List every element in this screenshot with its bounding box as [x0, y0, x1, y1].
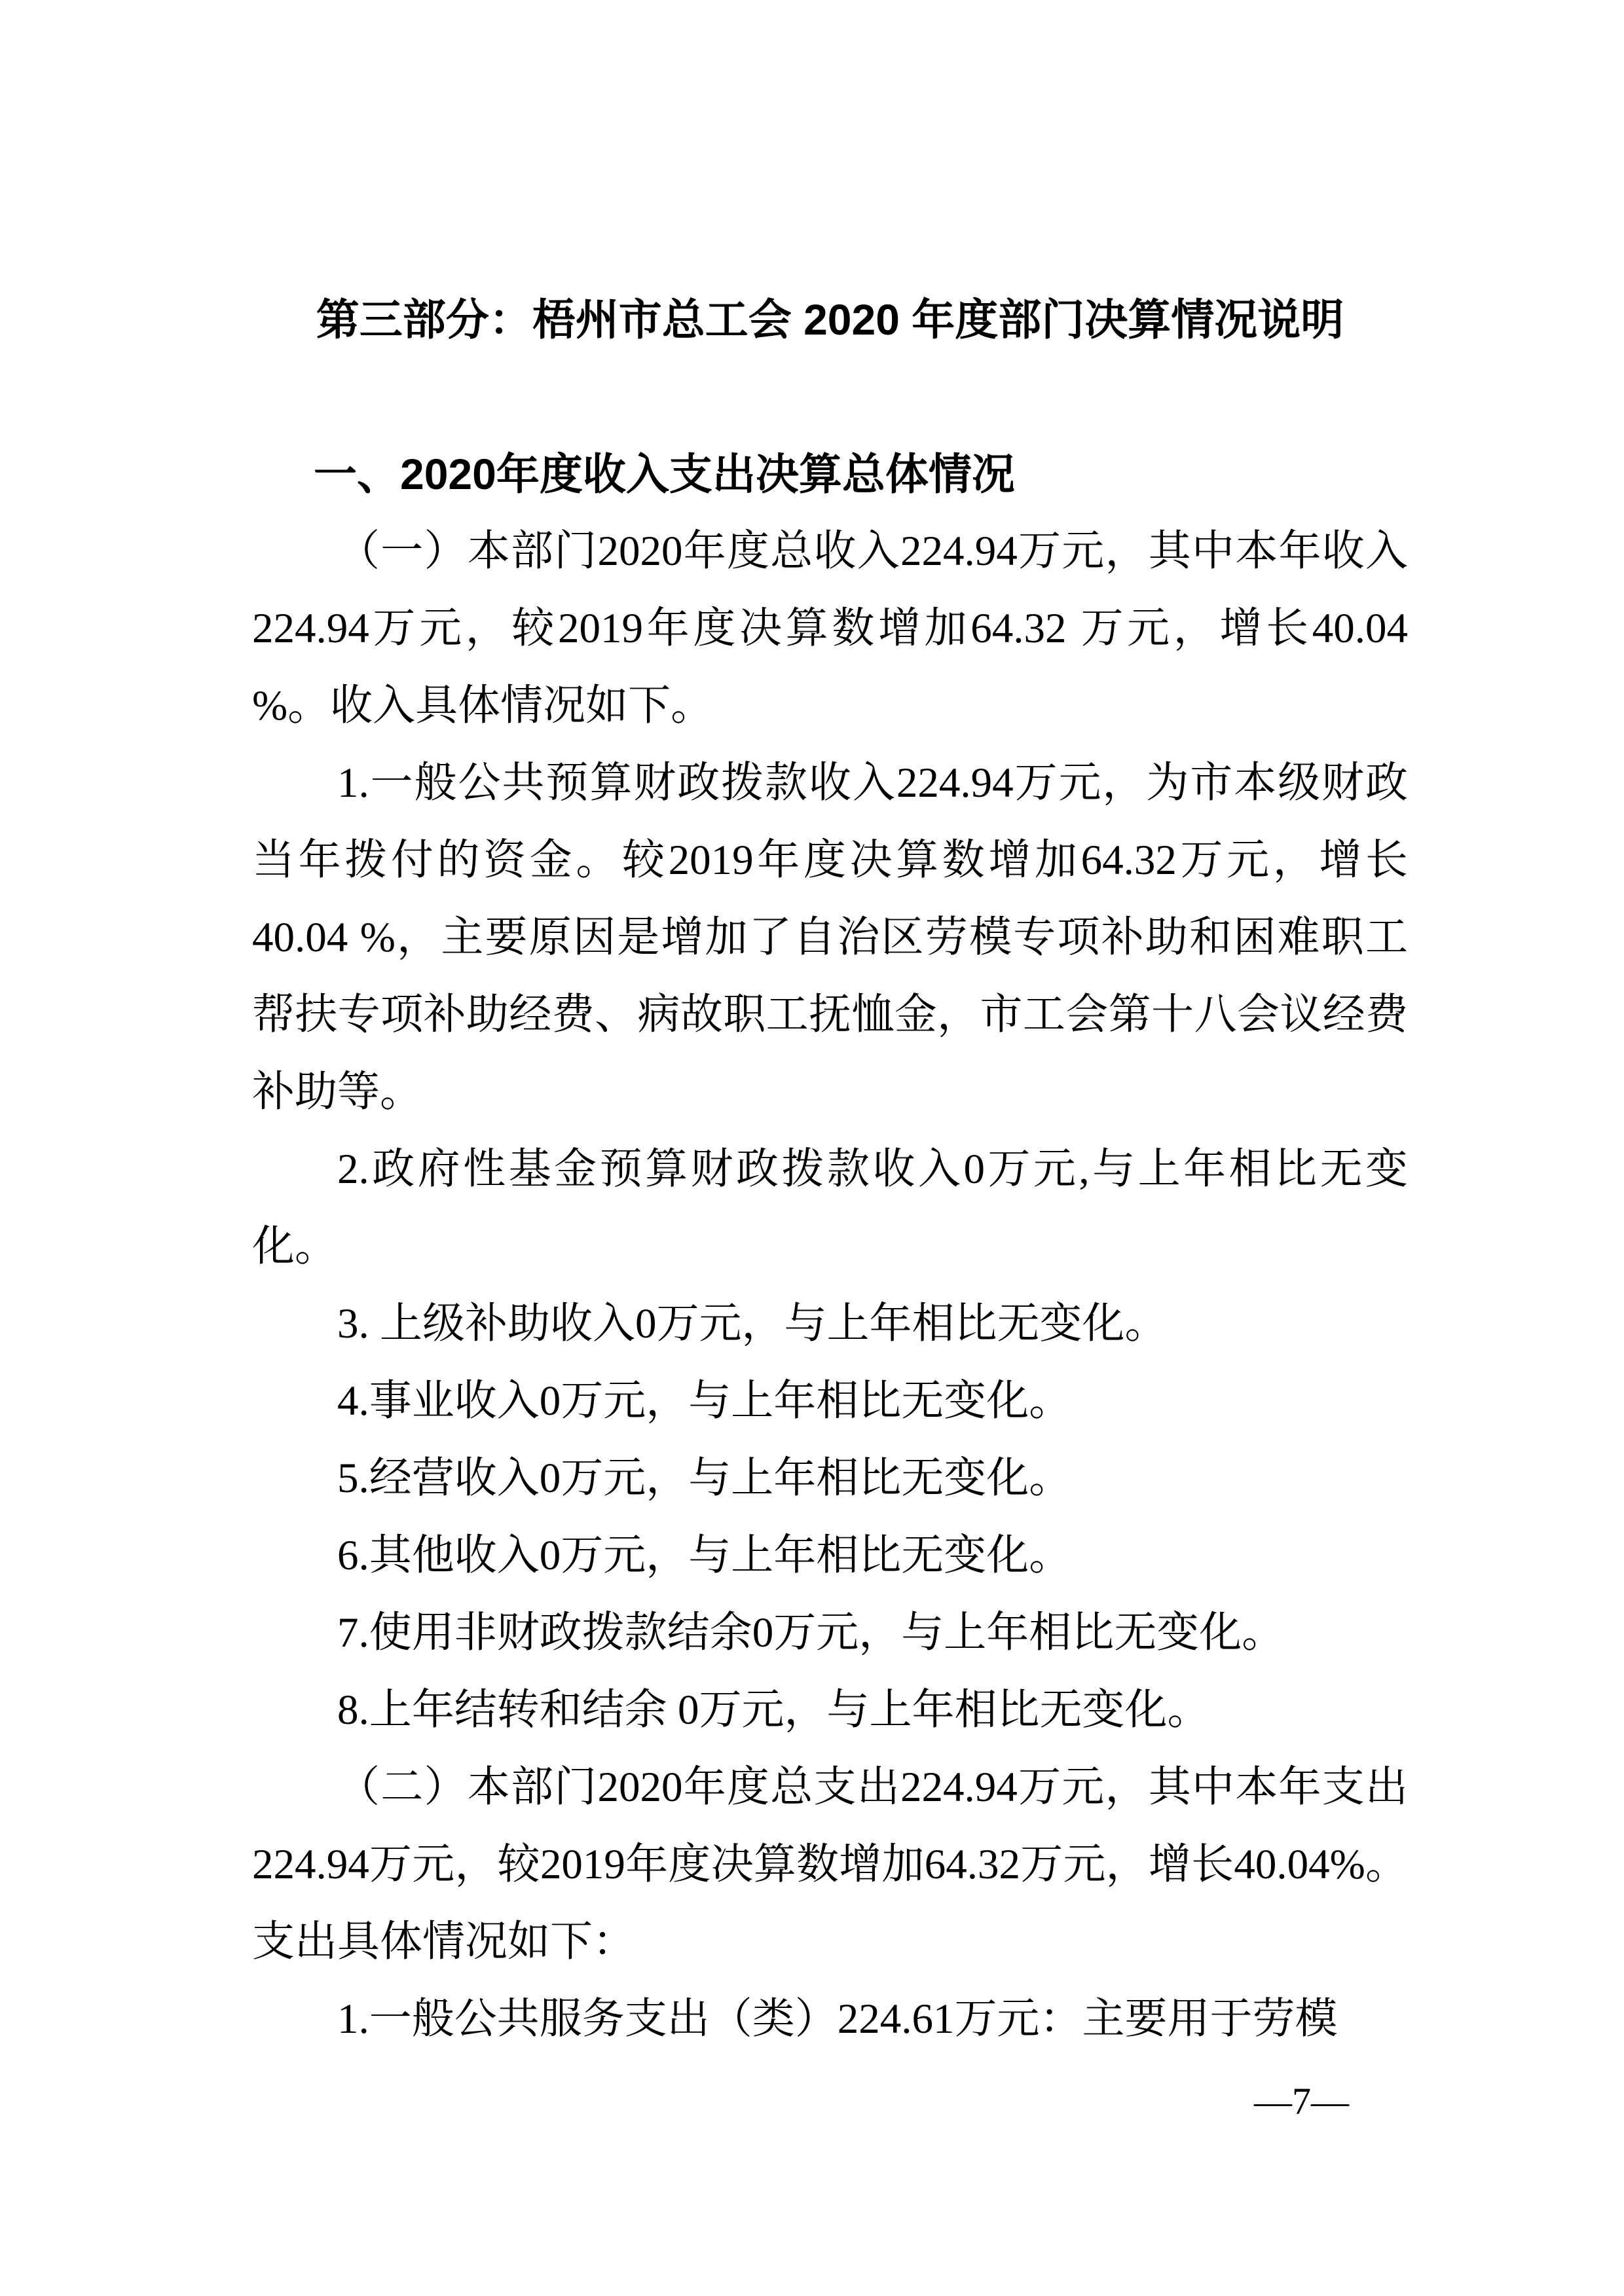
- paragraph-income-item-8: 8.上年结转和结余 0万元，与上年相比无变化。: [337, 1686, 1210, 1734]
- section-heading: 一、2020年度收入支出决算总体情况: [314, 450, 1015, 498]
- paragraph-income-overview: （一）本部门2020年度总收入224.94万元，其中本年收入224.94万元，较2019年度决算数增加64.32 万元，增长40.04 %。收入具体情况如下。: [252, 528, 1408, 729]
- document-title: 第三部分：梧州市总工会 2020 年度部门决算情况说明: [316, 295, 1344, 344]
- paragraph-income-item-3: 3. 上级补助收入0万元，与上年相比无变化。: [337, 1300, 1168, 1347]
- paragraph-expenditure-item-1: 1.一般公共服务支出（类）224.61万元：主要用于劳模: [337, 1995, 1338, 2043]
- page-number: —7—: [1254, 2080, 1349, 2123]
- paragraph-income-item-5: 5.经营收入0万元，与上年相比无变化。: [337, 1455, 1072, 1502]
- blank-line: [252, 358, 1408, 435]
- document-content: [252, 281, 1408, 2058]
- paragraph-income-item-7: 7.使用非财政拨款结余0万元，与上年相比无变化。: [337, 1609, 1285, 1656]
- paragraph-income-item-6: 6.其他收入0万元，与上年相比无变化。: [337, 1532, 1072, 1579]
- paragraph-income-item-2: 2.政府性基金预算财政拨款收入0万元,与上年相比无变化。: [252, 1146, 1408, 1270]
- paragraph-income-item-4: 4.事业收入0万元，与上年相比无变化。: [337, 1377, 1072, 1425]
- paragraph-expenditure-overview: （二）本部门2020年度总支出224.94万元，其中本年支出224.94万元，较2019年度决算数增加64.32万元，增长40.04%。支出具体情况如下：: [252, 1764, 1408, 1965]
- paragraph-income-item-1: 1.一般公共预算财政拨款收入224.94万元，为市本级财政当年拨付的资金。较2019年度决算数增加64.32万元，增长40.04 %，主要原因是增加了自治区劳模专项补助和困难职工帮扶专项补助经费、病故职工抚恤金，市工会第十八会议经费补助等。: [252, 759, 1408, 1116]
